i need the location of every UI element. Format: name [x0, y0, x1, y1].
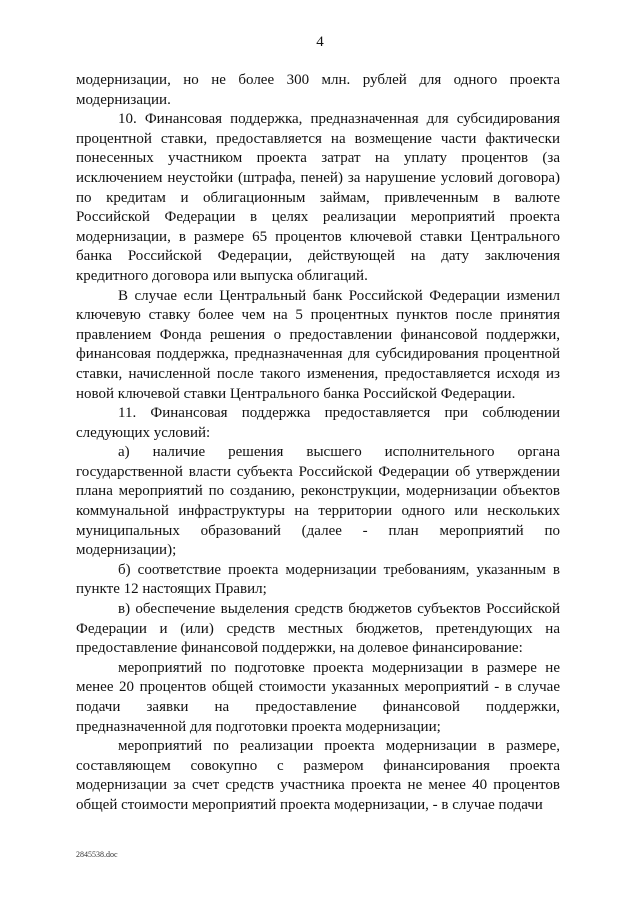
- paragraph-key-rate-change: В случае если Центральный банк Российской Федерации изменил ключевую ставку более чем на 5 процентных пунктов после принятия правлением Фонда решения о предоставлении финансовой поддержки, финансовая поддержка, предназначенная для субсидирования процентной ставки, начисленной после такого изменения, предоставляется исходя из новой ключевой ставки Центрального банка Российской Федерации.: [76, 287, 560, 402]
- paragraph-10: 10. Финансовая поддержка, предназначенная для субсидирования процентной ставки, предоставляется на возмещение части фактически понесенных участником проекта затрат на уплату процентов (за исключением неустойки (штрафа, пеней) за нарушение условий договора) по кредитам и облигационным займам, привлеченным в валюте Российской Федерации в целях реализации мероприятий проекта модернизации, в размере 65 процентов ключевой ставки Центрального банка Российской Федерации, действующей на дату заключения кредитного договора или выпуска облигаций.: [76, 111, 560, 284]
- paragraph-11: 11. Финансовая поддержка предоставляется при соблюдении следующих условий:: [76, 405, 560, 441]
- body-text: [76, 71, 560, 816]
- paragraph-11-v-implementation: мероприятий по реализации проекта модернизации в размере, составляющем совокупно с размером финансирования проекта модернизации за счет средств участника проекта не менее 40 процентов общей стоимости мероприятий проекта модернизации, - в случае подачи: [76, 738, 560, 813]
- paragraph-11-a: а) наличие решения высшего исполнительного органа государственной власти субъекта Российской Федерации об утверждении плана мероприятий по созданию, реконструкции, модернизации объектов коммунальной инфраструктуры на территории одного или нескольких муниципальных образований (далее - план мероприятий по модернизации);: [76, 444, 560, 559]
- paragraph-continuation: модернизации, но не более 300 млн. рублей для одного проекта модернизации.: [76, 72, 560, 108]
- footer-file-name: 2845538.doc: [76, 850, 118, 859]
- paragraph-11-b: б) соответствие проекта модернизации требованиям, указанным в пункте 12 настоящих Правил;: [76, 561, 560, 598]
- paragraph-11-v: в) обеспечение выделения средств бюджетов субъектов Российской Федерации и (или) средств местных бюджетов, претендующих на предоставление финансовой поддержки, на долевое финансирование:: [76, 601, 560, 657]
- page-number: 4: [316, 34, 324, 50]
- paragraph-11-v-preparation: мероприятий по подготовке проекта модернизации в размере не менее 20 процентов общей стоимости указанных мероприятий - в случае подачи заявки на предоставление финансовой поддержки, предназначенной для подготовки проекта модернизации;: [76, 659, 560, 735]
